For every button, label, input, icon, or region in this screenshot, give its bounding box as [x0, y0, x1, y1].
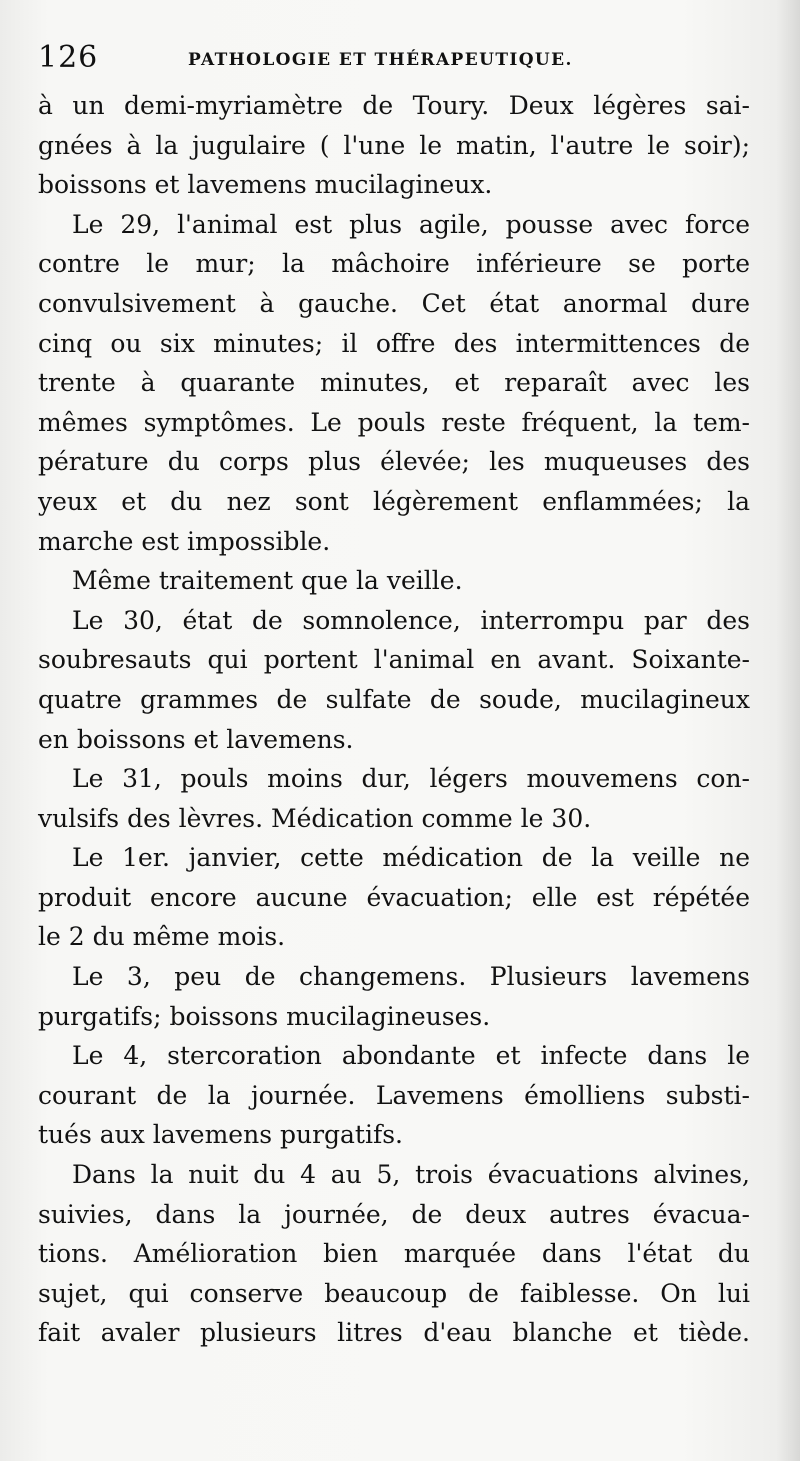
text-line: Le 30, état de somnolence, interrompu par des — [72, 605, 750, 635]
text-line: contre le mur; la mâchoire inférieure se porte — [38, 249, 750, 279]
text-line: sujet, qui conserve beaucoup de faiblesse. On lui — [38, 1278, 750, 1308]
text-line: gnées à la jugulaire ( l'une le matin, l'autre le soir); — [38, 130, 750, 160]
page-number: 126 — [38, 40, 99, 75]
text-line: Même traitement que la veille. — [72, 566, 463, 596]
text-line: courant de la journée. Lavemens émolliens substi- — [38, 1080, 750, 1110]
text-line: pérature du corps plus élevée; les muqueuses des — [38, 447, 750, 477]
text-line: soubresauts qui portent l'animal en avant. Soixante- — [38, 645, 750, 675]
text-line: purgatifs; boissons mucilagineuses. — [38, 1001, 491, 1031]
text-line: convulsivement à gauche. Cet état anormal dure — [38, 288, 750, 318]
text-line: tués aux lavemens purgatifs. — [38, 1120, 404, 1150]
text-line: à un demi-myriamètre de Toury. Deux légères sai- — [38, 91, 750, 120]
text-line: en boissons et lavemens. — [38, 724, 354, 754]
text-line: tions. Amélioration bien marquée dans l'état du — [38, 1239, 750, 1269]
text-line: Le 29, l'animal est plus agile, pousse avec force — [72, 209, 750, 239]
text-line: cinq ou six minutes; il offre des intermittences de — [38, 328, 750, 358]
text-line: Le 31, pouls moins dur, légers mouvemens con- — [72, 764, 750, 794]
text-line: produit encore aucune évacuation; elle est répétée — [38, 882, 750, 912]
text-line: Le 3, peu de changemens. Plusieurs lavemens — [72, 962, 750, 992]
text-line: boissons et lavemens mucilagineux. — [38, 170, 493, 200]
text-line: quatre grammes de sulfate de soude, mucilagineux — [38, 684, 750, 714]
text-line: Dans la nuit du 4 au 5, trois évacuations alvines, — [72, 1160, 750, 1190]
text-line: Le 1er. janvier, cette médication de la veille ne — [72, 843, 750, 873]
text-line: vulsifs des lèvres. Médication comme le 30. — [38, 803, 592, 833]
text-line: marche est impossible. — [38, 526, 331, 556]
body-text — [38, 86, 750, 1353]
page-header — [38, 40, 758, 80]
text-line: mêmes symptômes. Le pouls reste fréquent, la tem- — [38, 407, 750, 437]
text-line: trente à quarante minutes, et reparaît avec les — [38, 368, 750, 398]
text-line: le 2 du même mois. — [38, 922, 286, 952]
text-line: fait avaler plusieurs litres d'eau blanche et tiède. — [38, 1318, 750, 1348]
running-title: PATHOLOGIE ET THÉRAPEUTIQUE. — [188, 50, 573, 70]
text-line: suivies, dans la journée, de deux autres évacua- — [38, 1199, 750, 1229]
text-line: yeux et du nez sont légèrement enflammées; la — [38, 486, 750, 516]
text-line: Le 4, stercoration abondante et infecte dans le — [72, 1041, 750, 1071]
